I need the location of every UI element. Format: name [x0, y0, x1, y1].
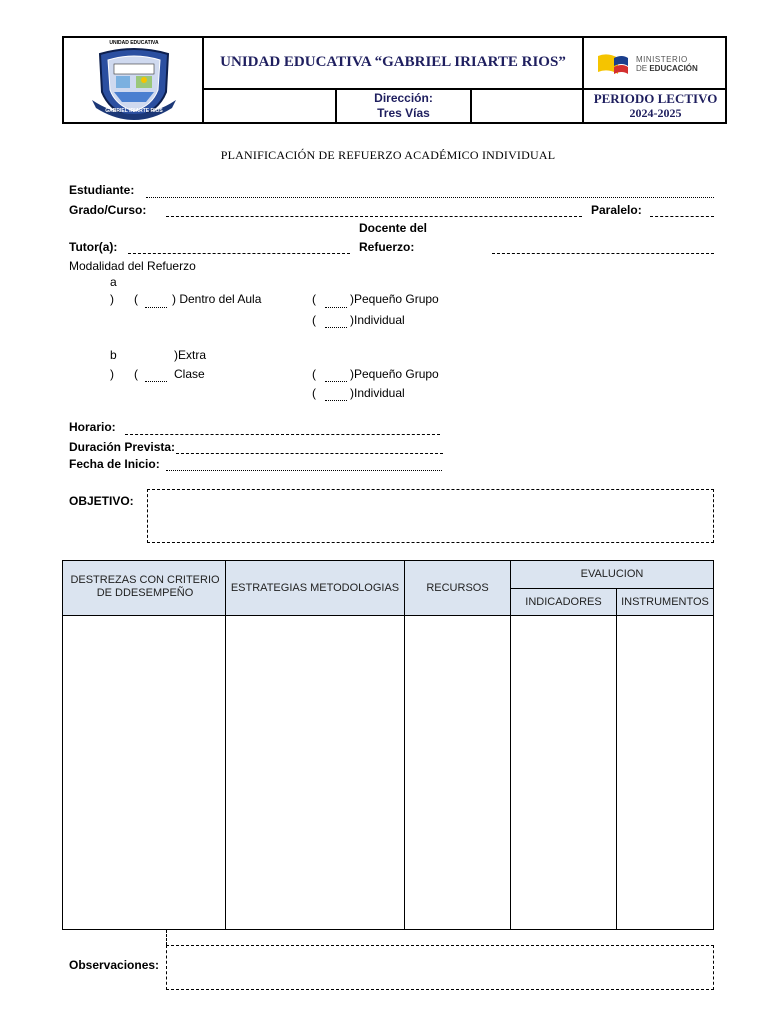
b-pequeno-open: (: [312, 367, 316, 381]
col-instrumentos-header: INSTRUMENTOS: [621, 596, 709, 608]
row-divider: [510, 588, 713, 589]
ministry-logo: [594, 52, 724, 80]
page-title: PLANIFICACIÓN DE REFUERZO ACADÉMICO INDIVIDUAL: [220, 148, 556, 162]
option-b-paren: ): [110, 367, 114, 381]
planning-table: [62, 560, 714, 930]
periodo-label: PERIODO LECTIVO: [593, 91, 718, 106]
ministry-line1: MINISTERIO: [636, 55, 688, 64]
tutor-label: Tutor(a):: [69, 240, 118, 254]
option-b-label-line1: )Extra: [174, 348, 207, 362]
recursos-cell[interactable]: [405, 616, 510, 929]
a-individual-checkbox[interactable]: [325, 327, 347, 328]
destrezas-cell[interactable]: [63, 616, 225, 929]
b-pequeno-checkbox[interactable]: [325, 381, 347, 382]
ministry-line2-prefix: DE: [636, 64, 650, 73]
objetivo-label: OBJETIVO:: [69, 494, 134, 508]
option-a-label: ) Dentro del Aula: [172, 292, 262, 306]
ministry-line2: [636, 64, 698, 73]
modalidad-label: Modalidad del Refuerzo: [69, 259, 196, 273]
ministry-line2-bold: EDUCACIÓN: [649, 64, 698, 73]
direccion-value: Tres Vías: [377, 106, 430, 120]
a-pequeno-label: )Pequeño Grupo: [350, 292, 439, 306]
option-a-letter: a: [110, 275, 117, 289]
option-b-checkbox[interactable]: [145, 381, 167, 382]
instrumentos-cell[interactable]: [617, 616, 713, 929]
b-individual-open: (: [312, 386, 316, 400]
option-a-checkbox[interactable]: [145, 307, 167, 308]
horario-label: Horario:: [69, 420, 116, 434]
a-pequeno-open: (: [312, 292, 316, 306]
duracion-line[interactable]: [176, 453, 443, 454]
col-destrezas-header: DESTREZAS CON CRITERIO DE DDESEMPEÑO: [70, 574, 220, 599]
option-b-letter: b: [110, 348, 117, 362]
header-table: [62, 36, 727, 124]
estudiante-label: Estudiante:: [69, 183, 135, 197]
b-individual-label: )Individual: [350, 386, 405, 400]
fecha-line[interactable]: [166, 470, 442, 471]
option-b-label-line2: Clase: [174, 367, 205, 381]
objetivo-box[interactable]: [147, 489, 714, 543]
docente-line[interactable]: [492, 253, 714, 254]
paralelo-label: Paralelo:: [591, 203, 642, 217]
indicadores-cell[interactable]: [511, 616, 616, 929]
grado-label: Grado/Curso:: [69, 203, 147, 217]
crest-bottom-text: GABRIEL IRIARTE RIOS: [105, 108, 163, 114]
b-pequeno-label: )Pequeño Grupo: [350, 367, 439, 381]
grado-line[interactable]: [166, 216, 582, 217]
evaluacion-header: EVALUCION: [580, 568, 644, 580]
estrategias-cell[interactable]: [226, 616, 404, 929]
header-divider: [202, 88, 727, 90]
option-a-paren: ): [110, 292, 114, 306]
option-b-open: (: [134, 367, 138, 381]
school-name: UNIDAD EDUCATIVA “GABRIEL IRIARTE RIOS”: [220, 54, 566, 70]
fecha-label: Fecha de Inicio:: [69, 457, 160, 471]
a-individual-open: (: [312, 313, 316, 327]
b-individual-checkbox[interactable]: [325, 400, 347, 401]
col-estrategias-header: ESTRATEGIAS METODOLOGIAS: [230, 582, 400, 594]
direccion-label: Dirección:: [374, 91, 433, 105]
a-pequeno-checkbox[interactable]: [325, 307, 347, 308]
periodo-value: 2024-2025: [629, 106, 682, 120]
paralelo-line[interactable]: [650, 216, 714, 217]
docente-label-line1: Docente del: [359, 221, 428, 235]
a-individual-label: )Individual: [350, 313, 405, 327]
observaciones-label: Observaciones:: [69, 958, 160, 972]
horario-line[interactable]: [125, 434, 440, 435]
docente-label-line2: Refuerzo:: [359, 240, 415, 254]
col-recursos-header: RECURSOS: [426, 582, 489, 594]
option-a-open: (: [134, 292, 138, 306]
tutor-line[interactable]: [128, 253, 350, 254]
col-indicadores-header: INDICADORES: [525, 596, 602, 608]
observaciones-connector: [166, 930, 167, 945]
crest-top-text: UNIDAD EDUCATIVA: [109, 40, 159, 46]
header-divider: [202, 38, 204, 122]
observaciones-box[interactable]: [166, 945, 714, 990]
duracion-label: Duración Prevista:: [69, 440, 176, 454]
estudiante-line[interactable]: [146, 197, 714, 198]
header-divider: [470, 88, 472, 122]
